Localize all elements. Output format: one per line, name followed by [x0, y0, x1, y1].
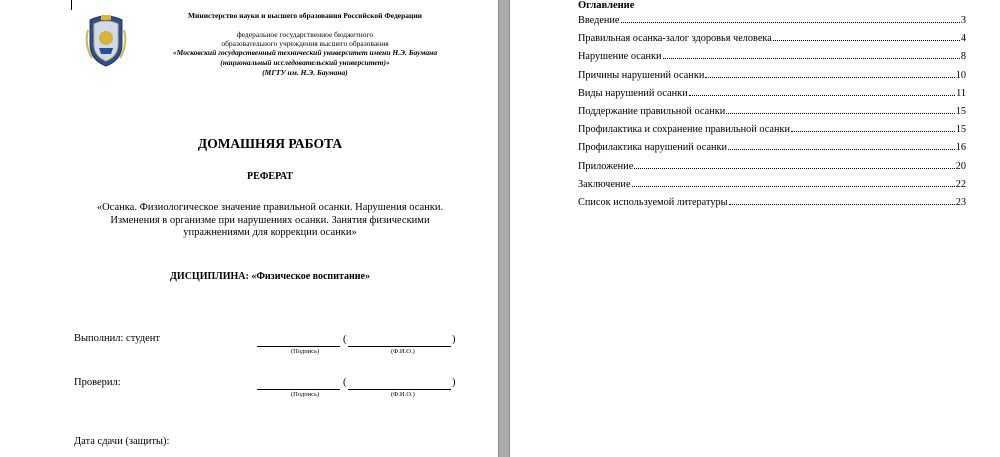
work-type-heading: ДОМАШНЯЯ РАБОТА — [197, 136, 343, 151]
toc-entry-label: Поддержание правильной осанки — [578, 106, 726, 117]
signature-line — [257, 346, 340, 347]
toc-entry-page: 4 — [960, 33, 966, 45]
org-line-2: образовательного учреждения высшего образования — [221, 39, 389, 48]
toc-entry-label: Правильная осанка-залог здоровья человека — [578, 33, 772, 45]
toc-entry-page: 15 — [955, 124, 966, 136]
toc-entry-page: 10 — [955, 69, 966, 81]
open-paren: ( — [343, 334, 347, 345]
toc-entry-page: 15 — [955, 106, 966, 117]
toc-entry-label: Профилактика нарушений осанки — [578, 142, 728, 154]
toc-dot-leader — [773, 40, 960, 41]
name-caption: (Ф.И.О.) — [391, 348, 415, 355]
toc-entry-label: Введение — [578, 15, 620, 26]
name-caption: (Ф.И.О.) — [391, 391, 415, 398]
toc-dot-leader — [791, 131, 955, 132]
toc-entry-label: Список используемой литературы — [578, 197, 728, 208]
close-paren: ) — [452, 377, 456, 388]
signature-line — [257, 389, 340, 390]
toc-entry-page: 8 — [960, 51, 966, 63]
org-line-1: федеральное государственное бюджетного — [236, 30, 374, 39]
toc-dot-leader — [689, 95, 955, 96]
signature-caption: (Подпись) — [291, 348, 320, 355]
toc-dot-leader — [728, 149, 955, 150]
toc-dot-leader — [632, 186, 955, 187]
toc-entry[interactable] — [578, 103, 966, 117]
toc-entry-label: Виды нарушений осанки — [578, 87, 688, 99]
toc-entry-label: Приложение — [578, 160, 634, 172]
toc-entry-page: 20 — [955, 160, 966, 172]
signature-caption: (Подпись) — [291, 391, 320, 398]
toc-entry-label: Причины нарушений осанки — [578, 69, 705, 81]
toc-dot-leader — [705, 77, 954, 78]
university-name: «Московский государственный технический университет имени Н.Э. Баумана — [172, 48, 438, 57]
university-crest-icon — [84, 14, 128, 68]
toc-dot-leader — [634, 168, 954, 169]
university-status: (национальный исследовательский университет)» — [220, 58, 390, 67]
toc-entry[interactable] — [578, 85, 966, 99]
close-paren: ) — [452, 334, 456, 345]
toc-entry[interactable] — [578, 12, 966, 26]
checked-label: Проверил: — [74, 377, 121, 388]
ministry-text: Министерство науки и высшего образования Российской Федерации — [187, 11, 423, 20]
toc-dot-leader — [621, 22, 960, 23]
toc-entry-page: 3 — [960, 15, 966, 26]
university-short-name: (МГТУ им. Н.Э. Баумана) — [262, 68, 348, 77]
date-label: Дата сдачи (защиты): — [74, 436, 170, 447]
toc-dot-leader — [729, 204, 955, 205]
toc-entry-page: 23 — [955, 197, 966, 208]
toc-entry[interactable] — [578, 30, 966, 44]
open-paren: ( — [343, 377, 347, 388]
toc-dot-leader — [726, 113, 954, 114]
toc-dot-leader — [663, 58, 960, 59]
toc-entry[interactable] — [578, 67, 966, 81]
toc-entry-page: 16 — [955, 142, 966, 154]
name-line — [348, 389, 451, 390]
document-type-heading: РЕФЕРАТ — [247, 171, 293, 182]
toc-entry[interactable] — [578, 139, 966, 153]
topic-text: «Осанка. Физиологическое значение правильной осанки. Нарушения осанки. Изменения в организме при нарушениях осанки. Занятия физическими упражнениями для коррекции осанки» — [96, 202, 444, 238]
toc-entry[interactable] — [578, 194, 966, 208]
discipline-text: ДИСЦИПЛИНА: «Физическое воспитание» — [170, 271, 370, 282]
toc-entry-page: 22 — [955, 178, 966, 190]
toc-entry[interactable] — [578, 121, 966, 135]
toc-entry[interactable] — [578, 158, 966, 172]
toc-entry-label: Профилактика и сохранение правильной осанки — [578, 124, 791, 136]
name-line — [348, 346, 451, 347]
toc-entry-label: Нарушение осанки — [578, 51, 662, 63]
toc-entry[interactable] — [578, 48, 966, 62]
performed-label: Выполнил: студент — [74, 333, 160, 344]
toc-entry[interactable] — [578, 176, 966, 190]
toc-title: Оглавление — [578, 0, 635, 11]
toc-entry-label: Заключение — [578, 178, 631, 190]
toc-entry-page: 11 — [956, 87, 966, 99]
text-cursor — [71, 0, 72, 10]
